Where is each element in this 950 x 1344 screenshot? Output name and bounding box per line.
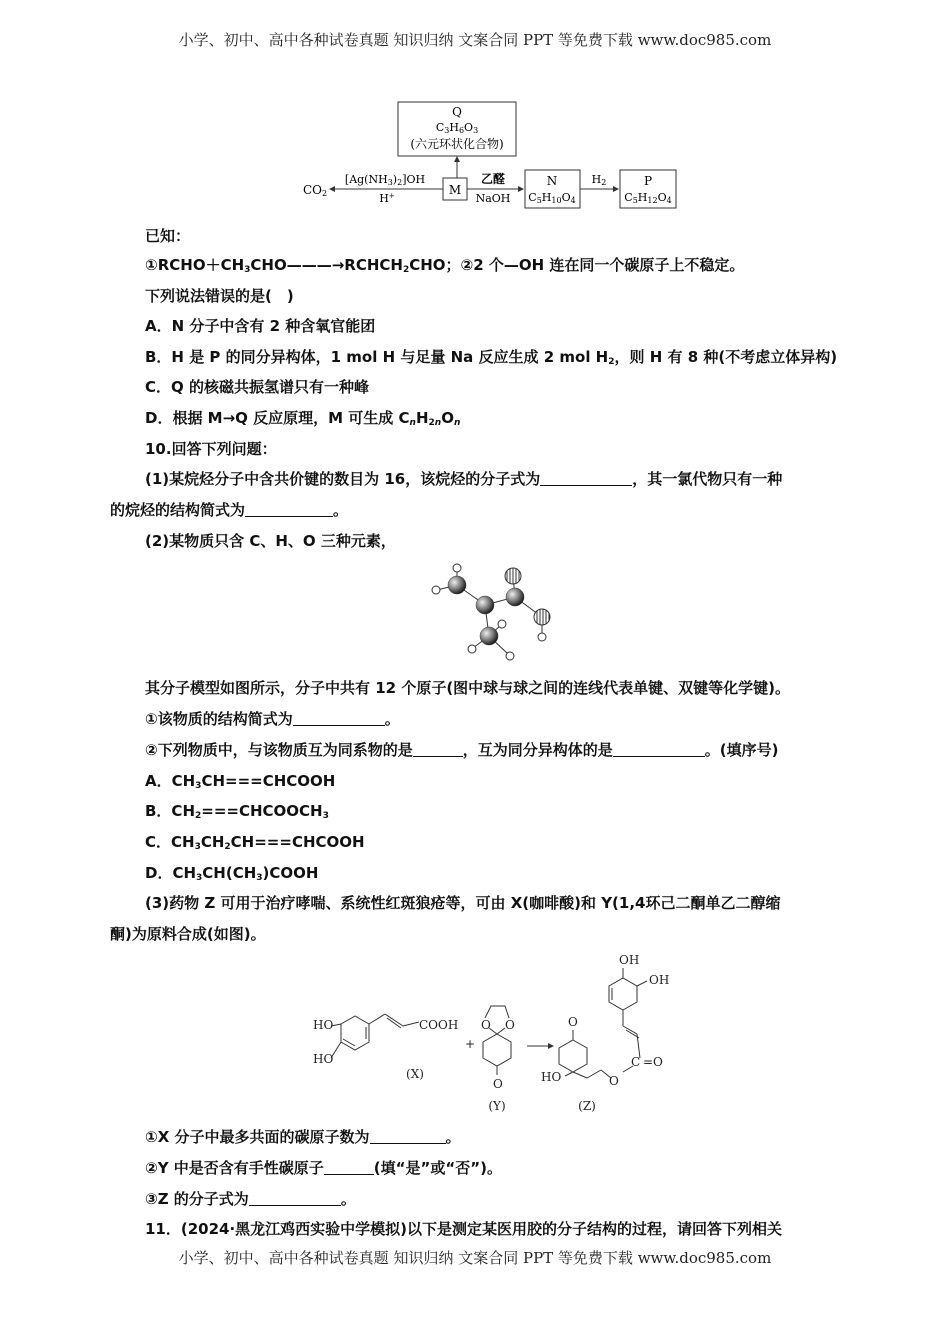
answer-blank[interactable] [413,742,463,757]
svg-text:C: C [631,1055,641,1069]
q10-part2-q1: ①该物质的结构简式为 。 [145,710,400,728]
svg-text:=O: =O [643,1055,663,1069]
svg-text:C3H6O3: C3H6O3 [435,121,479,135]
question-9-stem: 下列说法错误的是( ) [145,287,294,305]
choice-d: D．$CH_3CH(CH_3)COOH$ [145,864,319,883]
svg-text:HO: HO [313,1052,334,1066]
q10-part2-desc: 其分子模型如图所示，分子中共有 12 个原子(图中球与球之间的连线代表单键、双键等化学键)。 [145,679,791,697]
q10-part3-q3: ③Z 的分子式为 。 [145,1190,356,1208]
svg-text:H2: H2 [591,173,607,187]
svg-text:OH: OH [619,953,640,967]
x-label: (X) [406,1067,424,1081]
svg-text:+: + [465,1037,476,1051]
question-11: 11．(2024·黑龙江鸡西实验中学模拟)以下是测定某医用胶的分子结构的过程，请回答下列相关 [145,1220,783,1238]
question-10-title: 10.回答下列问题： [145,440,277,458]
answer-blank[interactable] [370,1129,446,1144]
svg-text:[Ag(NH3)2]OH: [Ag(NH3)2]OH [344,173,426,187]
answer-blank[interactable] [540,471,632,486]
answer-blank[interactable] [245,502,333,517]
q10-part2-q2: ②下列物质中，与该物质互为同系物的是 ，互为同分异构体的是 。(填序号) [145,741,779,759]
svg-text:M: M [448,183,462,197]
svg-text:O: O [481,1018,491,1032]
svg-text:C5H12O4: C5H12O4 [624,191,672,205]
svg-text:O: O [609,1074,619,1088]
svg-text:C5H10O4: C5H10O4 [528,191,576,205]
svg-text:CO2: CO2 [303,183,328,198]
q10-part3-cont: 酮)为原料合成(如图)。 [110,925,266,943]
q10-part3: (3)药物 Z 可用于治疗哮喘、系统性红斑狼疮等，可由 X(咖啡酸)和 Y(1,4环己二酮单乙二醇缩 [145,894,781,912]
y-label: (Y) [488,1099,506,1113]
known-condition: $①RCHO+CH_3CHO———\to RCHCH_2CHO$；②2 个—OH 连在同一个碳原子上不稳定。 [145,256,745,275]
svg-text:OH: OH [649,973,670,987]
answer-blank[interactable] [324,1160,374,1175]
known-label: 已知： [145,227,191,245]
svg-text:HO: HO [541,1070,562,1084]
svg-text:NaOH: NaOH [475,192,511,205]
q10-part3-q1: ①X 分子中最多共面的碳原子数为 。 [145,1128,461,1146]
option-c: C．Q 的核磁共振氢谱只有一种峰 [145,378,369,396]
svg-text:HO: HO [313,1018,334,1032]
choice-b: B．$CH_2===CHCOOCH_3$ [145,802,329,821]
page-footer: 小学、初中、高中各种试卷真题 知识归纳 文案合同 PPT 等免费下载 www.doc985.com [178,1249,772,1267]
page-header: 小学、初中、高中各种试卷真题 知识归纳 文案合同 PPT 等免费下载 www.doc985.com [178,31,772,49]
q10-part1-cont: 的烷烃的结构简式为 。 [110,501,349,519]
answer-blank[interactable] [249,1191,341,1206]
reaction-scheme-2 [305,948,705,1118]
svg-text:P: P [643,174,653,188]
svg-text:O: O [568,1015,578,1029]
z-label: (Z) [578,1099,596,1113]
answer-blank[interactable] [293,711,385,726]
svg-text:N: N [546,174,558,188]
molecule-model [425,560,565,670]
reaction-scheme-1 [295,98,695,213]
q10-part2: (2)某物质只含 C、H、O 三种元素， [145,532,396,550]
svg-text:乙醛: 乙醛 [480,172,506,186]
svg-text:(六元环状化合物): (六元环状化合物) [410,137,504,151]
option-d: D．根据 M→Q 反应原理，M 可生成 $C_nH_{2n}O_n$ [145,409,461,428]
q10-part3-q2: ②Y 中是否含有手性碳原子 (填“是”或“否”)。 [145,1159,502,1177]
svg-text:H+: H+ [379,192,395,205]
svg-text:O: O [493,1077,503,1091]
svg-text:COOH: COOH [419,1018,459,1032]
choice-a: A．$CH_3CH===CHCOOH$ [145,772,336,791]
q10-part1: (1)某烷烃分子中含共价键的数目为 16，该烷烃的分子式为 ，其一氯代物只有一种 [145,470,783,488]
svg-text:O: O [505,1018,515,1032]
q-label: Q [452,105,462,119]
option-b: B．H 是 P 的同分异构体，1 mol H 与足量 Na 反应生成 2 mol $H_2$，则 H 有 8 种(不考虑立体异构) [145,348,838,367]
option-a: A．N 分子中含有 2 种含氧官能团 [145,317,376,335]
answer-blank[interactable] [613,742,705,757]
choice-c: C．$CH_3CH_2CH===CHCOOH$ [145,833,365,852]
